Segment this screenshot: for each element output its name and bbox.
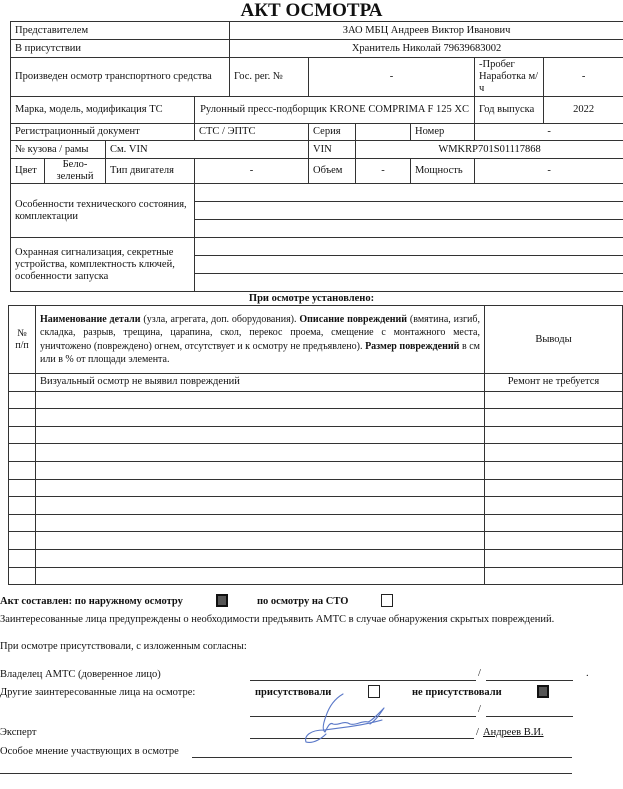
col-result-header: Выводы xyxy=(485,306,623,374)
model-value: Рулонный пресс-подборщик KRONE COMPRIMA F 125 XC xyxy=(195,97,475,124)
mileage-label: -Пробег Наработка м/ч xyxy=(475,58,544,97)
damage-row-desc[interactable] xyxy=(36,444,485,462)
damage-row xyxy=(9,374,623,392)
col-desc-text2: (вмятина, изгиб, складка, разрыв, трещина, царапина, скол, перекос проема, смещение с монтажного места, уничтожено (повреждено) огнем, отсутствует и к осмотру не предъявлено). xyxy=(40,313,480,352)
col-desc-text3: в см или в % от площади элемента. xyxy=(40,340,480,365)
damage-row-num[interactable] xyxy=(9,514,36,532)
present-text: При осмотре присутствовали, с изложенным согласны: xyxy=(0,641,247,652)
power-label: Мощность xyxy=(411,159,475,184)
damage-table xyxy=(8,305,623,585)
model-label: Марка, модель, модификация ТС xyxy=(11,97,195,124)
damage-row-result[interactable] xyxy=(485,549,623,567)
damage-row-desc[interactable] xyxy=(36,567,485,585)
damage-row-desc[interactable] xyxy=(36,409,485,427)
owner-dot: . xyxy=(586,668,589,679)
number-value: - xyxy=(475,124,623,141)
security-line[interactable] xyxy=(195,274,623,292)
damage-row-num[interactable] xyxy=(9,497,36,515)
col-desc-text1: (узла, агрегата, доп. оборудования). xyxy=(140,313,300,325)
damage-row-num[interactable] xyxy=(9,479,36,497)
damage-row-result[interactable] xyxy=(485,514,623,532)
damage-row-result[interactable] xyxy=(485,409,623,427)
warning-text: Заинтересованные лица предупреждены о необходимости предъявить АМТС в случае обнаружения скрытых повреждений. xyxy=(0,614,555,625)
year-value: 2022 xyxy=(544,97,623,124)
presence-value: Хранитель Николай 79639683002 xyxy=(230,40,623,58)
present-option-label: присутствовали xyxy=(255,687,332,698)
damage-row-desc[interactable] xyxy=(36,391,485,409)
damage-row-desc[interactable] xyxy=(36,532,485,550)
damage-row xyxy=(9,549,623,567)
damage-row-result[interactable] xyxy=(485,567,623,585)
regdoc-label: Регистрационный документ xyxy=(11,124,195,141)
page-title: АКТ ОСМОТРА xyxy=(240,0,383,21)
tech-state-label: Особенности технического состояния, комплектации xyxy=(11,184,195,238)
damage-row-num[interactable] xyxy=(9,409,36,427)
damage-row xyxy=(9,461,623,479)
tech-state-line[interactable] xyxy=(195,202,623,220)
damage-row xyxy=(9,409,623,427)
damage-row xyxy=(9,391,623,409)
opinion-line[interactable] xyxy=(192,757,572,758)
damage-row-result[interactable] xyxy=(485,426,623,444)
damage-row-result[interactable] xyxy=(485,532,623,550)
owner-signature-line[interactable] xyxy=(250,680,476,681)
body-label: № кузова / рамы xyxy=(11,141,106,159)
damage-row-num[interactable] xyxy=(9,567,36,585)
owner-name-line[interactable] xyxy=(486,680,573,681)
tech-state-line[interactable] xyxy=(195,220,623,238)
damage-row-result[interactable] xyxy=(485,391,623,409)
damage-row-num[interactable] xyxy=(9,426,36,444)
security-label: Охранная сигнализация, секретные устройства, комплектность ключей, особенности запуска xyxy=(11,238,195,292)
opinion-line[interactable] xyxy=(0,773,572,774)
power-value: - xyxy=(475,159,623,184)
damage-row-desc[interactable] xyxy=(36,549,485,567)
reg-number-label: Гос. рег. № xyxy=(230,58,309,97)
damage-row-num[interactable] xyxy=(9,374,36,392)
others-slash: / xyxy=(478,704,481,715)
presence-label: В присутствии xyxy=(11,40,230,58)
damage-row-result[interactable] xyxy=(485,479,623,497)
damage-row xyxy=(9,514,623,532)
engine-label: Тип двигателя xyxy=(106,159,195,184)
damage-row-desc[interactable]: Визуальный осмотр не выявил повреждений xyxy=(36,374,485,392)
damage-row-desc[interactable] xyxy=(36,514,485,532)
damage-row xyxy=(9,567,623,585)
damage-row xyxy=(9,497,623,515)
col-desc-header xyxy=(36,306,485,374)
damage-row-desc[interactable] xyxy=(36,461,485,479)
security-line[interactable] xyxy=(195,256,623,274)
representative-label: Представителем xyxy=(11,22,230,40)
vin-label: VIN xyxy=(309,141,356,159)
tech-state-line[interactable] xyxy=(195,184,623,202)
others-name-line[interactable] xyxy=(486,716,573,717)
number-label: Номер xyxy=(411,124,475,141)
series-value xyxy=(356,124,411,141)
others-label: Другие заинтересованные лица на осмотре: xyxy=(0,687,196,698)
mileage-value: - xyxy=(544,58,623,97)
regdoc-value: СТС / ЭПТС xyxy=(195,124,309,141)
act-type-label: Акт составлен: по наружному осмотру xyxy=(0,596,183,607)
damage-row-desc[interactable] xyxy=(36,426,485,444)
body-value: См. VIN xyxy=(106,141,309,159)
owner-label: Владелец АМТС (доверенное лицо) xyxy=(0,669,161,680)
sto-inspection-checkbox[interactable] xyxy=(381,594,393,607)
damage-row xyxy=(9,479,623,497)
damage-row-result[interactable] xyxy=(485,461,623,479)
expert-label: Эксперт xyxy=(0,727,37,738)
vin-value: WMKRP701S01117868 xyxy=(356,141,623,159)
damage-row-num[interactable] xyxy=(9,444,36,462)
damage-row xyxy=(9,426,623,444)
damage-row xyxy=(9,532,623,550)
security-line[interactable] xyxy=(195,238,623,256)
damage-row-result[interactable] xyxy=(485,444,623,462)
color-value: Бело-зеленый xyxy=(45,159,106,184)
col-desc-bold2: Описание повреждений xyxy=(299,313,408,325)
color-label: Цвет xyxy=(11,159,45,184)
volume-value: - xyxy=(356,159,411,184)
year-label: Год выпуска xyxy=(475,97,544,124)
absent-checkbox[interactable] xyxy=(537,685,549,698)
damage-table-header xyxy=(9,306,623,374)
inspection-label: Произведен осмотр транспортного средства xyxy=(11,58,230,97)
absent-option-label: не присутствовали xyxy=(412,687,502,698)
damage-row-num[interactable] xyxy=(9,461,36,479)
external-inspection-checkbox[interactable] xyxy=(216,594,228,607)
owner-slash: / xyxy=(478,668,481,679)
damage-row-num[interactable] xyxy=(9,532,36,550)
opinion-label: Особое мнение участвующих в осмотре xyxy=(0,746,179,757)
findings-title: При осмотре установлено: xyxy=(248,293,375,304)
engine-value: - xyxy=(195,159,309,184)
damage-row-num[interactable] xyxy=(9,549,36,567)
damage-row-result[interactable]: Ремонт не требуется xyxy=(485,374,623,392)
vehicle-info-table xyxy=(10,21,623,292)
reg-number-value: - xyxy=(309,58,475,97)
expert-signature xyxy=(300,690,400,746)
expert-name: Андреев В.И. xyxy=(483,727,544,738)
damage-row-desc[interactable] xyxy=(36,479,485,497)
damage-row-result[interactable] xyxy=(485,497,623,515)
volume-label: Объем xyxy=(309,159,356,184)
series-label: Серия xyxy=(309,124,356,141)
damage-row-desc[interactable] xyxy=(36,497,485,515)
expert-slash: / xyxy=(476,727,479,738)
col-num-header: № п/п xyxy=(9,306,36,374)
col-desc-bold3: Размер повреждений xyxy=(365,340,460,352)
sto-label: по осмотру на СТО xyxy=(257,596,349,607)
damage-row xyxy=(9,444,623,462)
damage-row-num[interactable] xyxy=(9,391,36,409)
col-desc-bold1: Наименование детали xyxy=(40,313,141,325)
representative-value: ЗАО МБЦ Андреев Виктор Иванович xyxy=(230,22,623,40)
